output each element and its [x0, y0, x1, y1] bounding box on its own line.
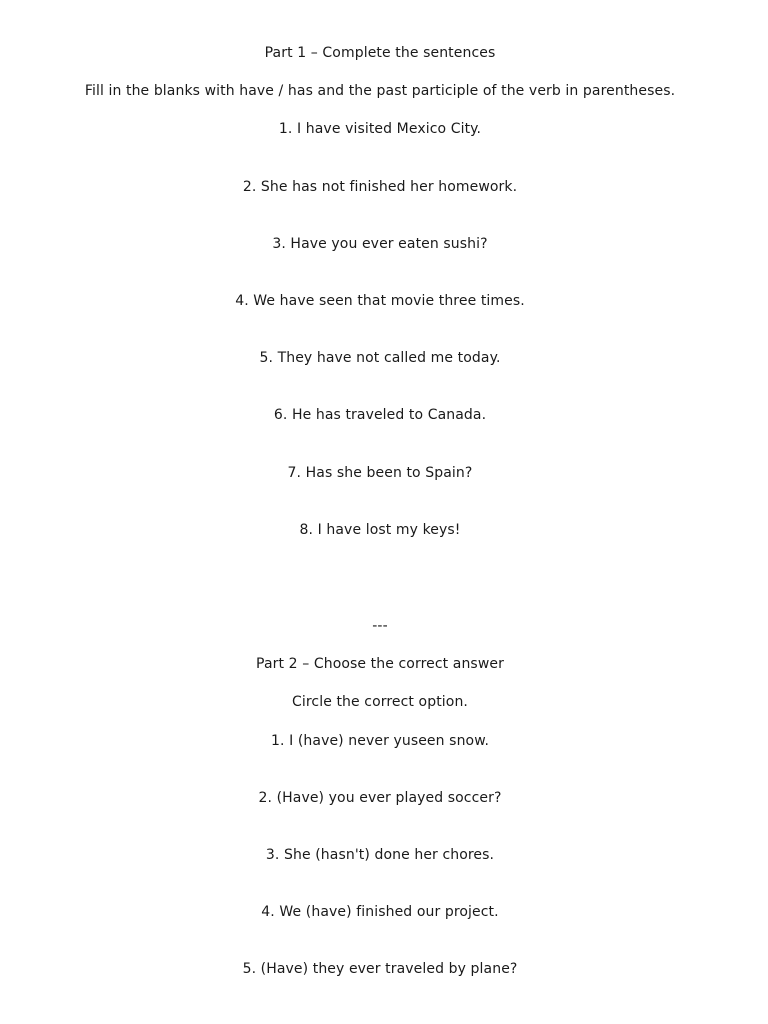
part1-item: 6. He has traveled to Canada.	[273, 407, 487, 423]
part2-item: 4. We (have) finished our project.	[261, 904, 499, 920]
part2-heading: Part 2 – Choose the correct answer	[256, 656, 504, 672]
part1-item: 8. I have lost my keys!	[299, 522, 461, 538]
part2-item: 2. (Have) you ever played soccer?	[258, 790, 502, 806]
part1-item: 4. We have seen that movie three times.	[235, 293, 525, 309]
part1-item: 2. She has not finished her homework.	[242, 179, 518, 195]
part1-heading: Part 1 – Complete the sentences	[264, 45, 496, 61]
part2-item: 5. (Have) they ever traveled by plane?	[242, 961, 518, 977]
part1-item: 3. Have you ever eaten sushi?	[272, 236, 488, 252]
part1-item: 5. They have not called me today.	[259, 350, 501, 366]
part2-instruction: Circle the correct option.	[292, 694, 468, 710]
part1-item: 1. I have visited Mexico City.	[278, 121, 482, 137]
section-separator: ---	[372, 618, 388, 634]
part1-instruction: Fill in the blanks with have / has and the past participle of the verb in parentheses.	[84, 83, 676, 99]
part2-item: 1. I (have) never yuseen snow.	[270, 733, 490, 749]
part2-item: 3. She (hasn't) done her chores.	[265, 847, 495, 863]
part1-item: 7. Has she been to Spain?	[287, 465, 473, 481]
